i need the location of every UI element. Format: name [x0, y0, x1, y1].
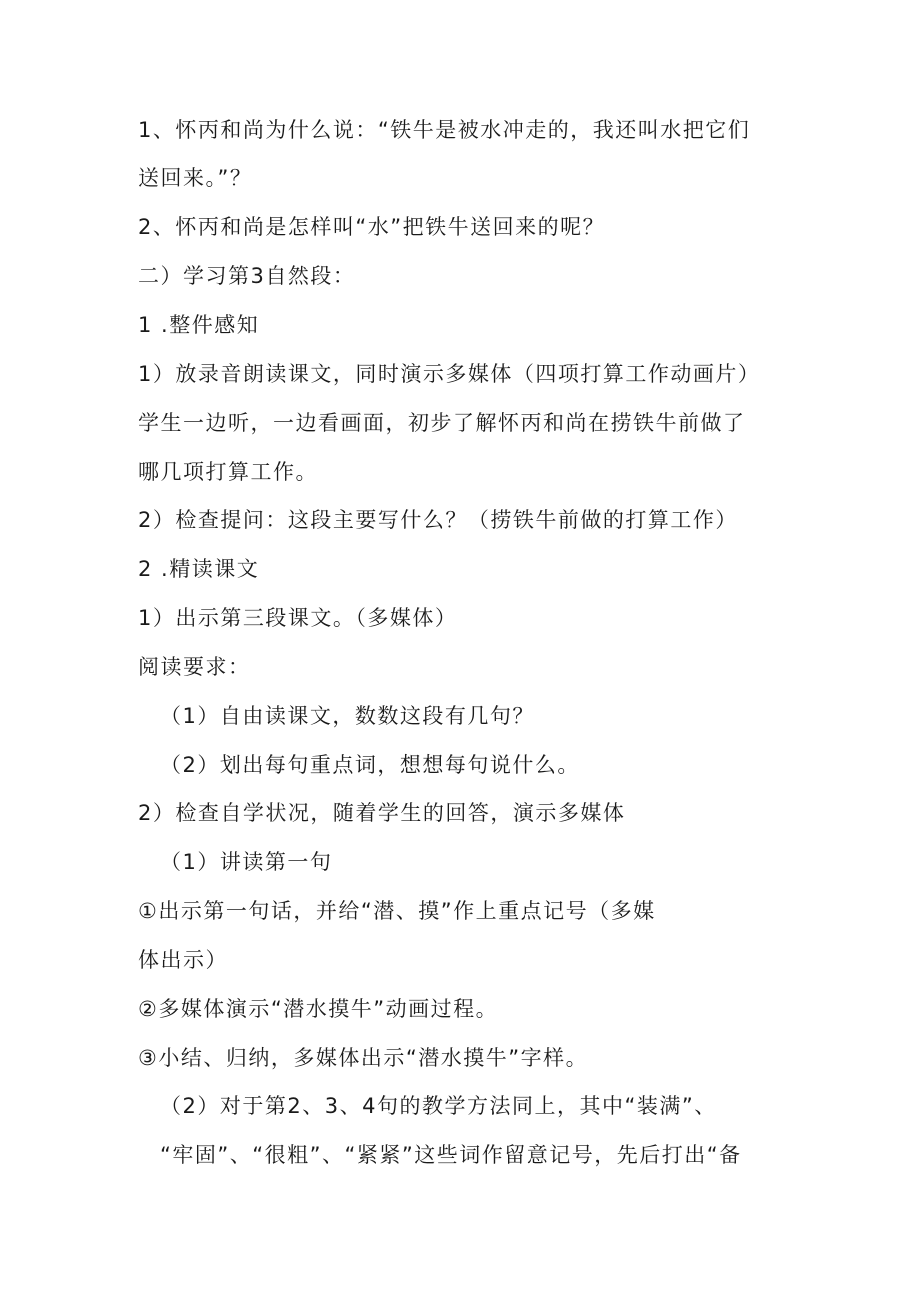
text-line: 2）检查提问：这段主要写什么？（捞铁牛前做的打算工作） — [138, 508, 738, 532]
text-line: 学生一边听，一边看画面，初步了解怀丙和尚在捞铁牛前做了 — [138, 411, 746, 435]
list-item: （1）讲读第一句 — [160, 850, 333, 874]
text-line: “牢固”、“很粗”、“紧紧”这些词作留意记号，先后打出“备 — [160, 1143, 742, 1167]
list-item: （2）对于第2、3、4句的教学方法同上，其中“装满”、 — [160, 1094, 717, 1118]
list-item: （1）自由读课文，数数这段有几句？ — [160, 704, 535, 728]
text-line: ③小结、归纳，多媒体出示“潜水摸牛”字样。 — [138, 1046, 589, 1070]
text-line: 1）出示第三段课文。（多媒体） — [138, 606, 458, 630]
text-line: 1）放录音朗读课文，同时演示多媒体（四项打算工作动画片） — [138, 362, 761, 386]
text-line: 2）检查自学状况，随着学生的回答，演示多媒体 — [138, 801, 626, 825]
text-line: ①出示第一句话，并给“潜、摸”作上重点记号（多媒 — [138, 899, 656, 923]
list-item: （2）划出每句重点词，想想每句说什么。 — [160, 753, 580, 777]
text-line: ②多媒体演示“潜水摸牛”动画过程。 — [138, 997, 499, 1021]
section-heading: 二）学习第3自然段： — [138, 264, 356, 288]
text-line: 阅读要求： — [138, 655, 251, 679]
text-line: 2、怀丙和尚是怎样叫“水”把铁牛送回来的呢？ — [138, 215, 606, 239]
text-line: 体出示） — [138, 948, 228, 972]
subsection-heading: 1 .整件感知 — [138, 313, 260, 337]
text-line: 送回来。”？ — [138, 166, 253, 190]
text-line: 哪几项打算工作。 — [138, 460, 318, 484]
subsection-heading: 2 .精读课文 — [138, 557, 260, 581]
text-line: 1、怀丙和尚为什么说：“铁牛是被水冲走的，我还叫水把它们 — [138, 118, 751, 142]
